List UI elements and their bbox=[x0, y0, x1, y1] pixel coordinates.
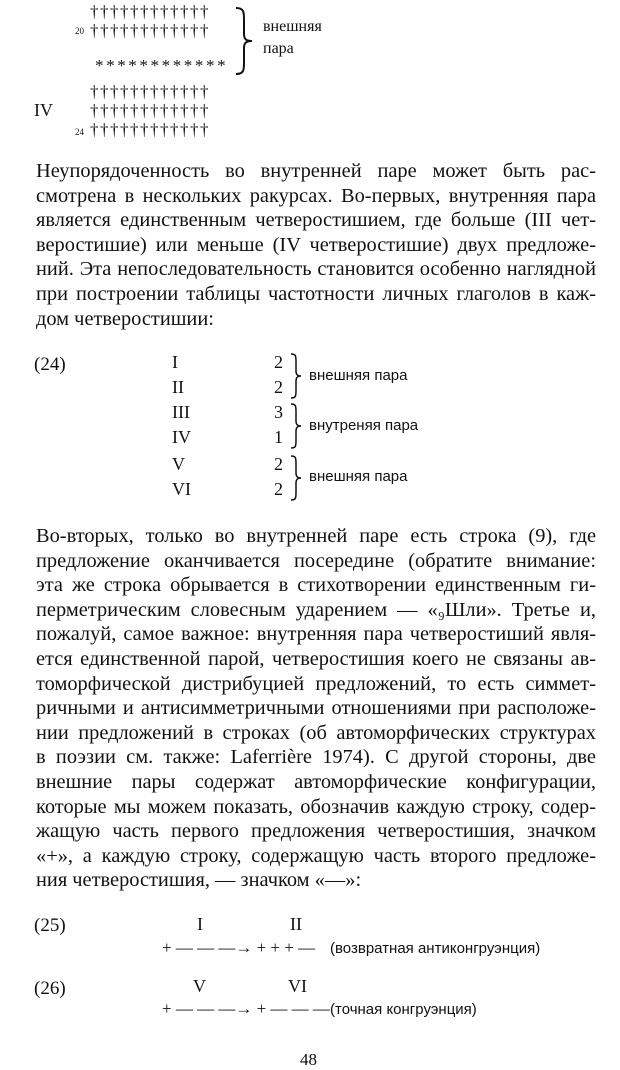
example-number-24: (24) bbox=[34, 354, 66, 375]
text-line: «+», а каждую строку, содержащую часть второго предложе- bbox=[36, 844, 596, 867]
example-number-26: (26) bbox=[34, 978, 66, 999]
small-brace bbox=[289, 352, 303, 400]
text-line: Неупорядоченность во внутренней паре может быть рас- bbox=[36, 160, 596, 182]
stanza-col-1: I bbox=[197, 914, 203, 934]
curly-brace bbox=[232, 6, 256, 76]
stanza-col-2: VI bbox=[288, 976, 307, 996]
scheme-row-1: †††††††††††† bbox=[90, 2, 210, 21]
paragraph-1 bbox=[36, 159, 596, 331]
text-line: Во-вторых, только во внутренней паре есть строка (9), где bbox=[36, 525, 596, 547]
scheme-row-3: †††††††††††† bbox=[90, 82, 210, 101]
text-line: пожалуй, самое важное: внутренняя пара четверостиший явля- bbox=[36, 623, 596, 646]
pair-label: внутреняя пара bbox=[309, 417, 419, 434]
text-line: ется единственной парой, четверостишия коего не связаны ав- bbox=[36, 647, 596, 670]
text-line: ния четверостишия, — значком «—»: bbox=[36, 869, 362, 892]
stanza-cell: VI bbox=[172, 479, 191, 499]
example-number-25: (25) bbox=[34, 915, 66, 936]
count-cell: 2 bbox=[274, 454, 283, 474]
text-line: ний. Эта непоследовательность становится особенно наглядной bbox=[36, 258, 596, 281]
stanza-cell: V bbox=[172, 454, 185, 474]
text-line: дом четверостишии: bbox=[36, 307, 214, 330]
formula: + — — —→ + — — — bbox=[162, 999, 330, 1018]
scheme-row-5: †††††††††††† bbox=[90, 120, 210, 139]
small-brace bbox=[289, 402, 303, 450]
stanza-cell: II bbox=[172, 377, 184, 397]
scheme-row-4: †††††††††††† bbox=[90, 101, 210, 120]
text-line: которые мы можем показать, обозначив каждую строку, содер- bbox=[36, 795, 596, 818]
line-number-20: 20 bbox=[75, 26, 84, 36]
page-number: 48 bbox=[300, 1050, 317, 1069]
brace-label-line2: пара bbox=[263, 40, 294, 57]
stanza-cell: III bbox=[172, 402, 190, 422]
formula: + — — —→ + + + — bbox=[162, 938, 316, 957]
formula-note: (возвратная антиконгруэнция) bbox=[330, 940, 541, 957]
small-brace bbox=[289, 454, 303, 502]
paragraph-2 bbox=[36, 524, 596, 893]
text-line: перметрическим словесным ударением — «₉Шли». Третье и, bbox=[36, 598, 596, 621]
stanza-col-1: V bbox=[193, 976, 206, 996]
scheme-row-stars: ************ bbox=[95, 56, 229, 75]
line-number-24: 24 bbox=[75, 127, 84, 137]
text-line: нии предложений в строках (об автоморфических структурах bbox=[36, 721, 596, 744]
text-line: эта же строка обрывается в стихотворении единственным ги- bbox=[36, 574, 596, 597]
text-line: при построении таблицы частотности личных глаголов в каж- bbox=[36, 282, 596, 305]
text-line: внешние пары содержат автоморфические конфигурации, bbox=[36, 770, 596, 793]
pair-label: внешняя пара bbox=[309, 367, 408, 384]
pair-label: внешняя пара bbox=[309, 468, 408, 485]
text-line: является единственным четверостишием, где больше (III чет- bbox=[36, 209, 596, 232]
stanza-cell: I bbox=[172, 352, 178, 372]
text-line: ричными и антисимметричными отношениями при расположе- bbox=[36, 697, 596, 720]
text-line: томорфической дистрибуцией предложений, то есть симмет- bbox=[36, 672, 596, 695]
count-cell: 2 bbox=[274, 479, 283, 499]
text-line: смотрена в нескольких ракурсах. Во-первых, внутренняя пара bbox=[36, 184, 596, 207]
text-line: жащую часть первого предложения четверостишия, значком bbox=[36, 820, 596, 843]
count-cell: 2 bbox=[274, 377, 283, 397]
count-cell: 1 bbox=[274, 427, 283, 447]
stanza-cell: IV bbox=[172, 427, 191, 447]
formula-note: (точная конгруэнция) bbox=[330, 1001, 477, 1018]
count-cell: 3 bbox=[274, 402, 283, 422]
count-cell: 2 bbox=[274, 352, 283, 372]
text-line: в поэзии см. также: Laferrière 1974). С другой стороны, две bbox=[36, 746, 596, 769]
scheme-row-2: †††††††††††† bbox=[90, 21, 210, 40]
text-line: веростишие) или меньше (IV четверостишие) двух предложе- bbox=[36, 233, 596, 256]
brace-label-line1: внешняя bbox=[263, 18, 322, 35]
stanza-col-2: II bbox=[290, 914, 302, 934]
text-line: предложение оканчивается посередине (обратите внимание: bbox=[36, 549, 596, 572]
stanza-label-iv: IV bbox=[34, 100, 53, 120]
